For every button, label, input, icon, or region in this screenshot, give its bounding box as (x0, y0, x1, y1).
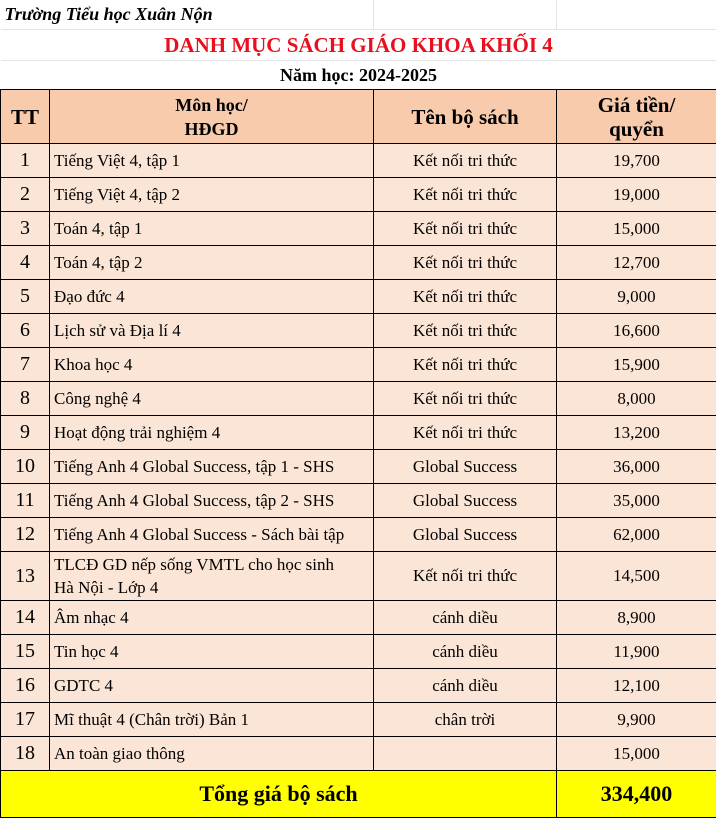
cell-series[interactable]: Global Success (374, 450, 557, 484)
cell-tt[interactable]: 8 (1, 382, 50, 416)
cell-series[interactable]: cánh diều (374, 635, 557, 669)
cell-subject[interactable]: Hoạt động trải nghiệm 4 (50, 416, 374, 450)
title-row (1, 30, 716, 61)
cell-price[interactable]: 13,200 (557, 416, 716, 450)
school-row (1, 0, 716, 30)
cell-series[interactable]: Kết nối tri thức (374, 212, 557, 246)
table-row (1, 635, 716, 669)
cell-tt[interactable]: 5 (1, 280, 50, 314)
cell-tt[interactable]: 10 (1, 450, 50, 484)
cell-tt[interactable]: 11 (1, 484, 50, 518)
cell-subject[interactable] (50, 552, 374, 601)
cell-subject-line1: TLCĐ GD nếp sống VMTL cho học sinh (54, 555, 335, 574)
total-label[interactable]: Tổng giá bộ sách (1, 771, 557, 818)
cell-price[interactable]: 14,500 (557, 552, 716, 601)
table-row (1, 314, 716, 348)
cell-series[interactable]: Kết nối tri thức (374, 416, 557, 450)
cell-subject-line2: Hà Nội - Lớp 4 (54, 578, 159, 597)
cell-series[interactable]: Kết nối tri thức (374, 246, 557, 280)
cell-series[interactable]: Kết nối tri thức (374, 280, 557, 314)
cell-price[interactable]: 11,900 (557, 635, 716, 669)
cell-series[interactable]: Kết nối tri thức (374, 552, 557, 601)
cell-series[interactable] (374, 737, 557, 771)
cell-price[interactable]: 19,000 (557, 178, 716, 212)
cell-series[interactable]: Kết nối tri thức (374, 178, 557, 212)
table-row (1, 416, 716, 450)
cell-subject[interactable]: Khoa học 4 (50, 348, 374, 382)
total-value[interactable]: 334,400 (557, 771, 716, 818)
table-row (1, 246, 716, 280)
empty-cell[interactable] (374, 0, 557, 30)
cell-tt[interactable]: 9 (1, 416, 50, 450)
cell-price[interactable]: 9,000 (557, 280, 716, 314)
cell-subject[interactable]: Tiếng Việt 4, tập 1 (50, 144, 374, 178)
cell-subject[interactable]: Lịch sử và Địa lí 4 (50, 314, 374, 348)
cell-series[interactable]: chân trời (374, 703, 557, 737)
cell-price[interactable]: 36,000 (557, 450, 716, 484)
cell-price[interactable]: 19,700 (557, 144, 716, 178)
cell-series[interactable]: Kết nối tri thức (374, 348, 557, 382)
cell-subject[interactable]: GDTC 4 (50, 669, 374, 703)
year-row (1, 61, 716, 90)
cell-price[interactable]: 62,000 (557, 518, 716, 552)
cell-tt[interactable]: 16 (1, 669, 50, 703)
cell-series[interactable]: Kết nối tri thức (374, 382, 557, 416)
table-row (1, 178, 716, 212)
cell-price[interactable]: 16,600 (557, 314, 716, 348)
table-row (1, 518, 716, 552)
cell-subject[interactable]: An toàn giao thông (50, 737, 374, 771)
sheet-title[interactable]: DANH MỤC SÁCH GIÁO KHOA KHỐI 4 (1, 30, 716, 61)
table-row (1, 382, 716, 416)
cell-tt[interactable]: 4 (1, 246, 50, 280)
cell-series[interactable]: cánh diều (374, 669, 557, 703)
table-row (1, 601, 716, 635)
cell-tt[interactable]: 7 (1, 348, 50, 382)
table-row (1, 450, 716, 484)
cell-tt[interactable]: 14 (1, 601, 50, 635)
header-subject-line2: HĐGD (184, 118, 239, 139)
cell-subject[interactable]: Đạo đức 4 (50, 280, 374, 314)
header-series[interactable]: Tên bộ sách (374, 90, 557, 144)
table-row (1, 144, 716, 178)
cell-tt[interactable]: 2 (1, 178, 50, 212)
table-row (1, 348, 716, 382)
cell-subject[interactable]: Toán 4, tập 1 (50, 212, 374, 246)
table-row (1, 212, 716, 246)
cell-tt[interactable]: 1 (1, 144, 50, 178)
cell-price[interactable]: 15,000 (557, 212, 716, 246)
cell-price[interactable]: 9,900 (557, 703, 716, 737)
cell-price[interactable]: 15,000 (557, 737, 716, 771)
table-row (1, 552, 716, 601)
cell-tt[interactable]: 3 (1, 212, 50, 246)
cell-subject[interactable]: Mĩ thuật 4 (Chân trời) Bản 1 (50, 703, 374, 737)
cell-tt[interactable]: 12 (1, 518, 50, 552)
cell-subject[interactable]: Tin học 4 (50, 635, 374, 669)
cell-subject[interactable]: Toán 4, tập 2 (50, 246, 374, 280)
header-price-line1: Giá tiền/ (597, 92, 676, 117)
total-row (1, 771, 716, 818)
header-row (1, 90, 716, 144)
empty-cell[interactable] (557, 0, 716, 30)
table-row (1, 280, 716, 314)
cell-subject[interactable]: Tiếng Việt 4, tập 2 (50, 178, 374, 212)
header-tt[interactable]: TT (1, 90, 50, 144)
table-row (1, 703, 716, 737)
cell-tt[interactable]: 13 (1, 552, 50, 601)
cell-tt[interactable]: 17 (1, 703, 50, 737)
cell-subject[interactable]: Âm nhạc 4 (50, 601, 374, 635)
cell-price[interactable]: 8,900 (557, 601, 716, 635)
cell-price[interactable]: 35,000 (557, 484, 716, 518)
header-price[interactable] (557, 90, 716, 144)
cell-price[interactable]: 15,900 (557, 348, 716, 382)
cell-series[interactable]: cánh diều (374, 601, 557, 635)
cell-subject[interactable]: Công nghệ 4 (50, 382, 374, 416)
cell-subject[interactable]: Tiếng Anh 4 Global Success, tập 2 - SHS (50, 484, 374, 518)
school-name[interactable]: Trường Tiểu học Xuân Nộn (1, 0, 374, 30)
cell-subject[interactable]: Tiếng Anh 4 Global Success, tập 1 - SHS (50, 450, 374, 484)
cell-series[interactable]: Global Success (374, 484, 557, 518)
table-row (1, 484, 716, 518)
header-subject[interactable] (50, 90, 374, 144)
school-year[interactable]: Năm học: 2024-2025 (1, 61, 716, 90)
cell-price[interactable]: 8,000 (557, 382, 716, 416)
header-subject-line1: Môn học/ (175, 94, 248, 115)
cell-tt[interactable]: 15 (1, 635, 50, 669)
table-row (1, 737, 716, 771)
cell-tt[interactable]: 6 (1, 314, 50, 348)
table-row (1, 669, 716, 703)
cell-price[interactable]: 12,700 (557, 246, 716, 280)
cell-series[interactable]: Kết nối tri thức (374, 314, 557, 348)
cell-series[interactable]: Global Success (374, 518, 557, 552)
cell-tt[interactable]: 18 (1, 737, 50, 771)
cell-subject[interactable]: Tiếng Anh 4 Global Success - Sách bài tập (50, 518, 374, 552)
cell-series[interactable]: Kết nối tri thức (374, 144, 557, 178)
cell-price[interactable]: 12,100 (557, 669, 716, 703)
header-price-line2: quyển (609, 116, 664, 141)
